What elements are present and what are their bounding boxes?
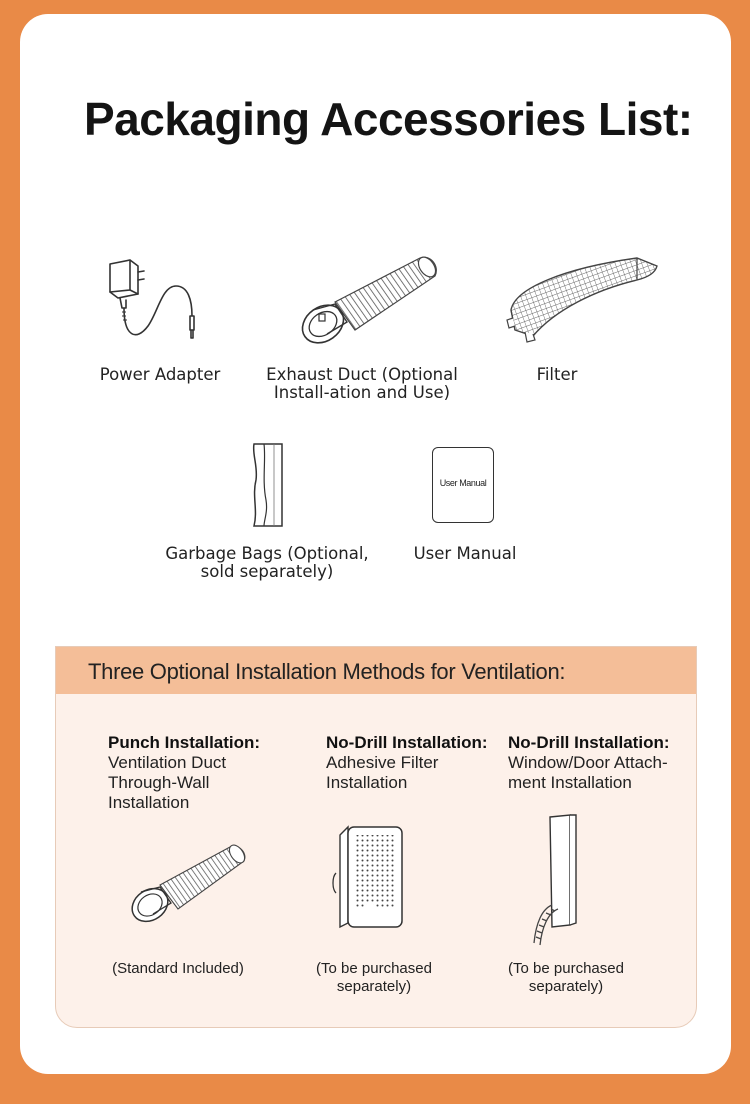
page-title: Packaging Accessories List:	[84, 93, 693, 145]
accessory-label: Exhaust Duct (Optional	[266, 365, 458, 384]
garbage-bags-icon	[246, 440, 290, 530]
method-desc-line: Adhesive Filter	[326, 753, 439, 772]
method-note-line: separately)	[528, 978, 604, 995]
window-attachment-icon	[526, 813, 586, 953]
installation-panel-header	[56, 647, 696, 694]
method-desc-line: Installation	[326, 773, 408, 792]
accessory-label: Power Adapter	[99, 365, 221, 384]
accessory-label: Install-ation and Use)	[273, 383, 451, 402]
accessory-label: Garbage Bags (Optional,	[165, 544, 369, 563]
power-adapter-icon	[100, 256, 210, 348]
method-note-line: separately)	[336, 978, 412, 995]
method-desc-line: Through-Wall	[108, 773, 210, 792]
adhesive-filter-icon	[330, 823, 410, 933]
installation-panel	[55, 646, 697, 1028]
filter-icon	[505, 254, 663, 346]
method-note-line: (To be purchased	[508, 960, 624, 977]
installation-heading: Three Optional Installation Methods for Ventilation:	[88, 659, 566, 684]
method-desc-line: ment Installation	[508, 773, 632, 792]
accessory-label: Filter	[536, 365, 578, 384]
method-title: No-Drill Installation:	[508, 733, 670, 752]
exhaust-duct-icon	[295, 252, 445, 347]
method-desc-line: Installation	[108, 793, 190, 812]
accessory-label: User Manual	[413, 544, 517, 563]
method-note-line: (Standard Included)	[112, 960, 244, 977]
method-title: No-Drill Installation:	[326, 733, 488, 752]
accessory-label: sold separately)	[200, 562, 334, 581]
method-desc-line: Window/Door Attach-	[508, 753, 668, 772]
user-manual-icon	[432, 447, 494, 523]
exhaust-duct-icon	[126, 839, 250, 929]
method-desc-line: Ventilation Duct	[108, 753, 227, 772]
method-title: Punch Installation:	[108, 733, 261, 752]
method-note-line: (To be purchased	[316, 960, 432, 977]
manual-cover-text: User Manual	[439, 478, 487, 488]
